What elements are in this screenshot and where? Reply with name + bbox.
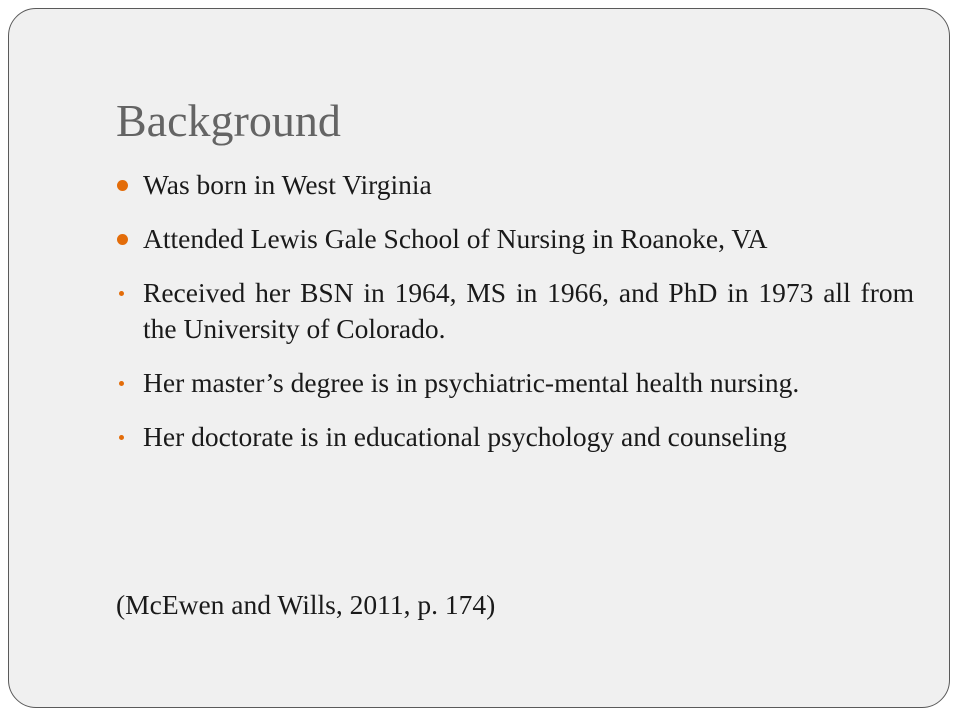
bullet-text: Her master’s degree is in psychiatric-mental health nursing.	[143, 367, 800, 398]
bullet-icon	[119, 435, 124, 440]
bullet-text: Was born in West Virginia	[143, 169, 432, 200]
bullet-icon	[119, 291, 124, 296]
bullet-icon	[117, 180, 128, 191]
bullet-text: Attended Lewis Gale School of Nursing in Roanoke, VA	[143, 223, 768, 254]
slide-title: Background	[116, 95, 341, 146]
list-item	[117, 419, 914, 455]
list-item	[117, 167, 914, 203]
slide-frame	[8, 8, 950, 708]
bullet-icon	[119, 381, 124, 386]
bullet-text: Her doctorate is in educational psychology and counseling	[143, 421, 787, 452]
bullet-icon	[117, 234, 128, 245]
bullet-text: Received her BSN in 1964, MS in 1966, and PhD in 1973 all from the University of Colorado.	[143, 277, 914, 344]
list-item	[117, 221, 914, 257]
list-item	[117, 275, 914, 347]
list-item	[117, 365, 914, 401]
bullet-list	[117, 167, 914, 473]
citation-text: (McEwen and Wills, 2011, p. 174)	[116, 589, 496, 620]
